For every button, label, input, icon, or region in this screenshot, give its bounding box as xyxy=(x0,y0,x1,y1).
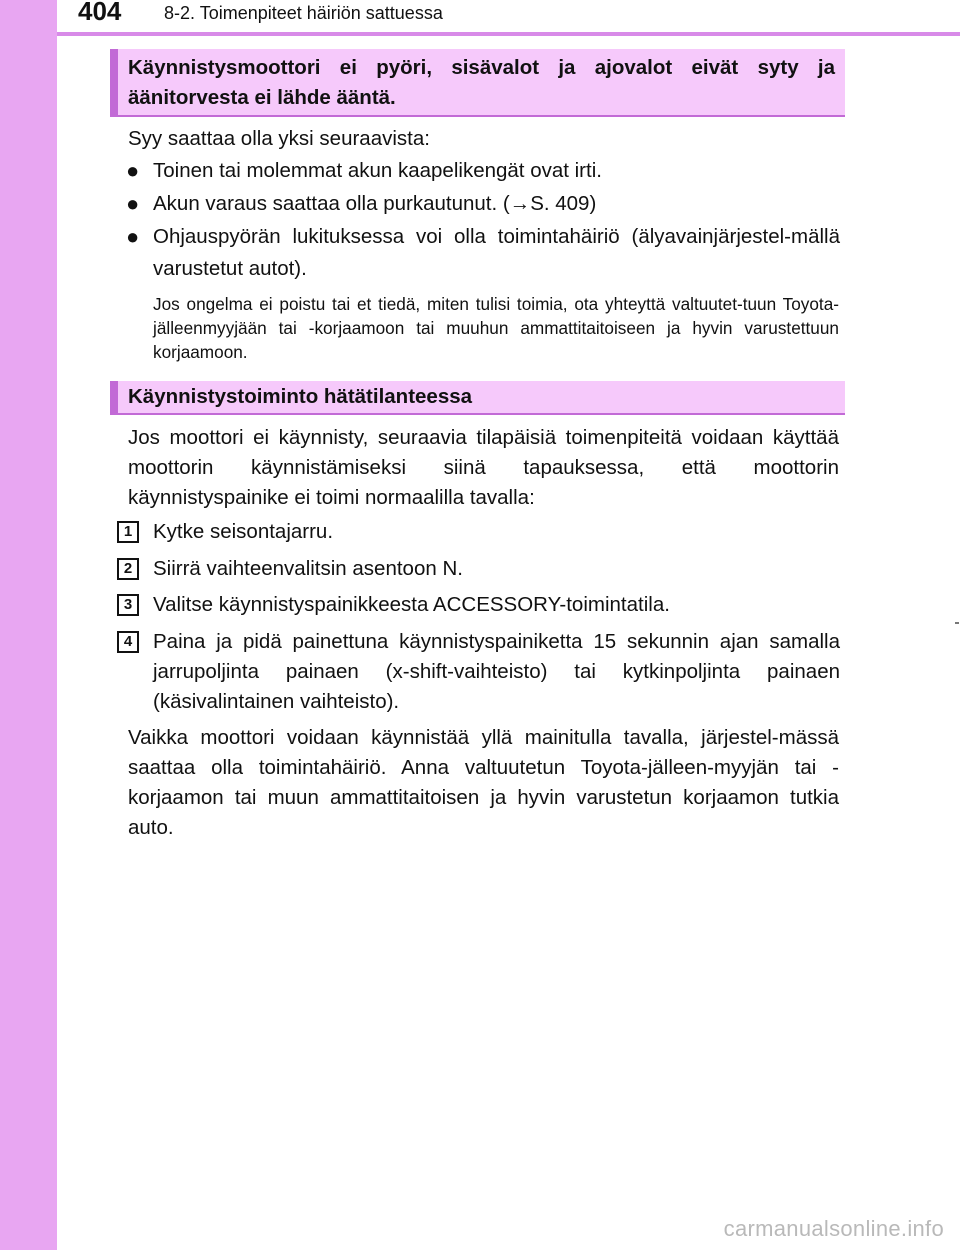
bullet-text: Toinen tai molemmat akun kaapelikengät ovat irti. xyxy=(153,159,602,182)
step-number-badge: 3 xyxy=(117,594,139,616)
step-item xyxy=(117,590,840,620)
step-number-badge: 4 xyxy=(117,631,139,653)
cause-intro: Syy saattaa olla yksi seuraavista: xyxy=(128,127,430,150)
bullet-icon: ● xyxy=(126,224,140,249)
footer-watermark: carmanualsonline.info xyxy=(723,1216,944,1241)
bullet-text: Ohjauspyörän lukituksessa voi olla toimintahäiriö (älyavainjärjestel-mällä varustetut autot). xyxy=(153,225,840,280)
step-item xyxy=(117,517,840,547)
service-note: Jos ongelma ei poistu tai et tiedä, miten tulisi toimia, ota yhteyttä valtuutet-tuun Toyota-jälleenmyyjään tai -korjaamoon tai muuhun ammattitaitoiseen ja hyvin varustettuun korjaamoon. xyxy=(153,294,839,362)
step-item xyxy=(117,554,840,584)
bullet-icon: ● xyxy=(126,191,140,216)
header-rule xyxy=(57,32,960,36)
step-text: Valitse käynnistyspainikkeesta ACCESSORY-toimintatila. xyxy=(153,593,670,616)
step-text: Paina ja pidä painettuna käynnistyspainiketta 15 sekunnin ajan samalla jarrupoljinta painaen (x-shift-vaihteisto) tai kytkinpoljinta painaen (käsivalintainen vaihteisto). xyxy=(153,630,840,713)
section-heading-emergency-start xyxy=(110,381,845,415)
bullet-text: Akun varaus saattaa olla purkautunut. (→S. 409) xyxy=(153,192,597,215)
chapter-title: 8-2. Toimenpiteet häiriön sattuessa xyxy=(164,3,443,23)
section-heading-starter xyxy=(110,49,845,117)
step-text: Kytke seisontajarru. xyxy=(153,520,334,543)
bullet-item xyxy=(126,155,840,187)
step-text: Siirrä vaihteenvalitsin asentoon N. xyxy=(153,557,463,580)
bullet-icon: ● xyxy=(126,158,140,183)
step-number-badge: 1 xyxy=(117,521,139,543)
closing-paragraph: Vaikka moottori voidaan käynnistää yllä mainitulla tavalla, järjestel-mässä saattaa olla toimintahäiriö. Anna valtuutetun Toyota-jälleen-myyjän tai -korjaamon tai muun ammattitaitoisen ja hyvin varustetun korjaamon tutkia auto. xyxy=(128,726,839,839)
step-number-badge: 2 xyxy=(117,558,139,580)
edge-tick-mark xyxy=(955,622,959,624)
section-heading-text: Käynnistystoiminto hätätilanteessa xyxy=(128,385,473,408)
emergency-intro: Jos moottori ei käynnisty, seuraavia tilapäisiä toimenpiteitä voidaan käyttää moottorin käynnistämiseksi siinä tapauksessa, että moottorin käynnistyspainike ei toimi normaalilla tavalla: xyxy=(128,426,839,509)
bullet-item xyxy=(126,221,840,285)
section-heading-text: Käynnistysmoottori ei pyöri, sisävalot ja ajovalot eivät syty ja äänitorvesta ei lähde ääntä. xyxy=(128,56,835,109)
step-item xyxy=(117,627,840,717)
side-color-strip xyxy=(0,0,57,1250)
bullet-item xyxy=(126,188,840,220)
page-number: 404 xyxy=(78,0,122,26)
